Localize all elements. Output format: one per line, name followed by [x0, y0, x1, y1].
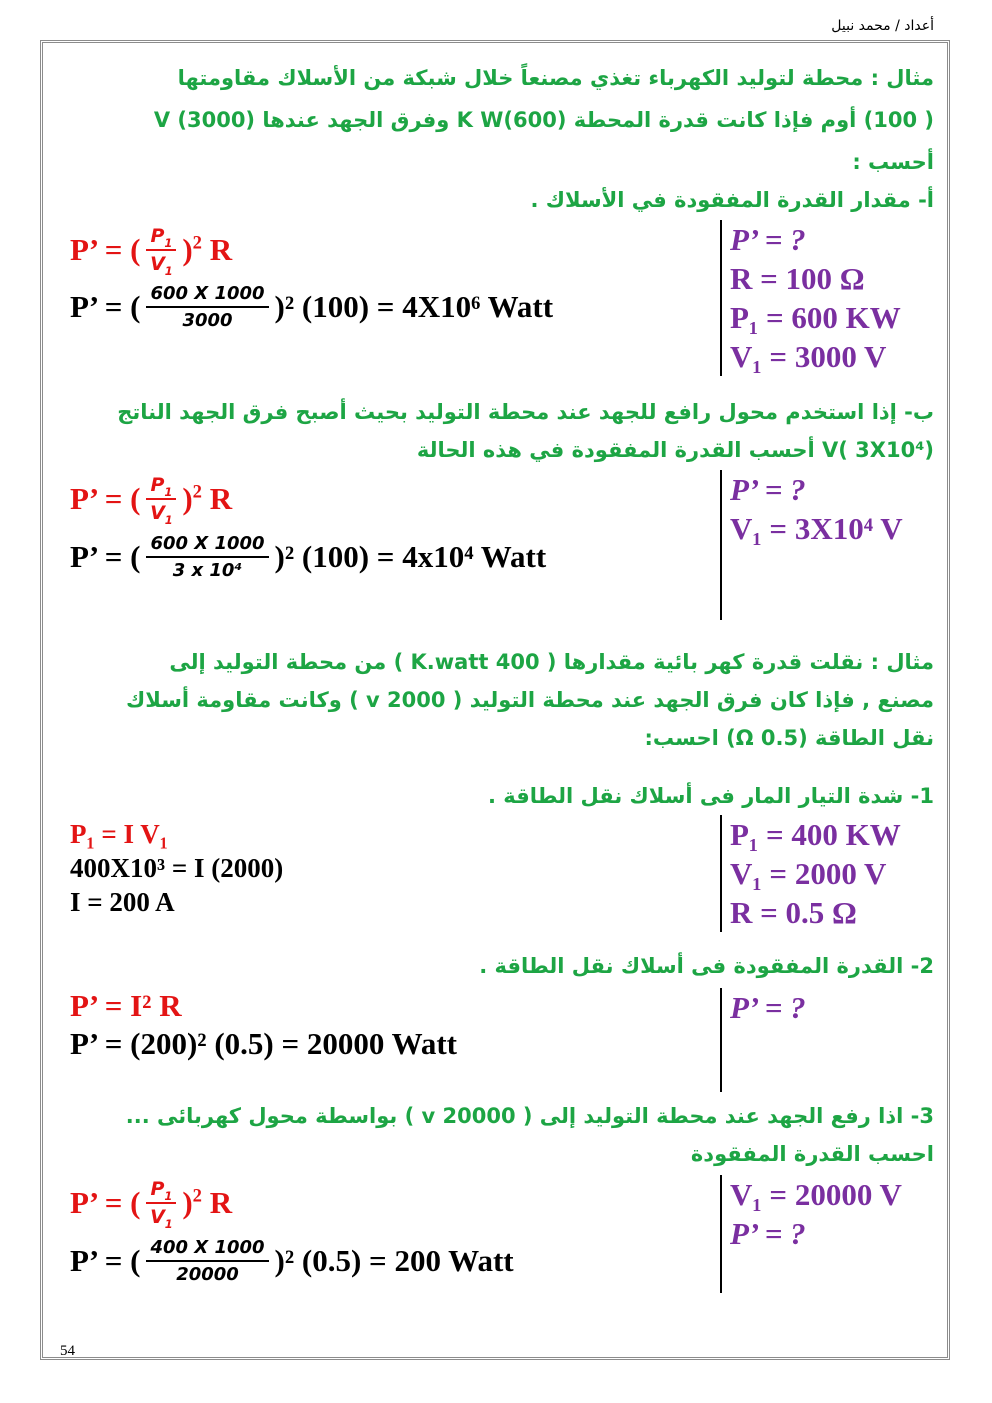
question1-given-values [720, 815, 901, 932]
fraction-p1-v1: $\frac{P_1}{V_1}$ [146, 1178, 176, 1228]
part-b-given-values [720, 470, 903, 620]
example1-part-b-line2: V( 3X10⁴) أحسب القدرة المفقودة في هذه الحالة [416, 438, 934, 462]
question3-formula: P’ = ( $\frac{P_1}{V_1}$ )$^2$ R [70, 1178, 233, 1231]
given-v1: V₁ = 2000 V [730, 856, 887, 891]
fraction-p1-v1: $\frac{P_1}{V_1}$ [146, 225, 176, 275]
given-p-prime: P’ = ? [730, 472, 806, 507]
question2-result: P’ = (200)² (0.5) = 20000 Watt [70, 1026, 458, 1061]
given-v1: V₁ = 3000 V [730, 339, 887, 374]
solution-line2: 400X10³ = I (2000) [70, 853, 284, 883]
part-a-fraction: $\frac{600 X 1000}{3000}$ [146, 283, 268, 331]
question2-given-values [720, 988, 806, 1092]
example2-question1: 1- شدة التيار المار فى أسلاك نقل الطاقة . [487, 784, 934, 808]
example1-part-a-question: أ- مقدار القدرة المفقودة في الأسلاك . [530, 188, 934, 212]
example1-problem-line2: ( 100) أوم فإذا كانت قدرة المحطة (600)K W وفرق الجهد عندها V (3000) [153, 108, 934, 132]
question1-solution [70, 817, 283, 919]
part-a-formula: P’ = ( $\frac{P_1}{V_1}$ )$^2$ R [70, 225, 233, 278]
example2-question3-line1: 3- اذا رفع الجهد عند محطة التوليد إلى ( 20000 v ) بواسطة محول كهربائى ... [125, 1104, 934, 1128]
example1-problem-line3: أحسب : [852, 150, 934, 174]
given-p-prime: P’ = ? [730, 990, 806, 1025]
part-b-formula: P’ = ( $\frac{P_1}{V_1}$ )$^2$ R [70, 474, 233, 527]
example1-problem-line1: مثال : محطة لتوليد الكهرباء تغذي مصنعاً خلال شبكة من الأسلاك مقاومتها [177, 66, 934, 90]
part-a-result: P’ = ( $\frac{600 X 1000}{3000}$ )² (100) = 4X10⁶ Watt [70, 283, 554, 331]
given-p-prime: P’ = ? [730, 1216, 806, 1251]
given-r: R = 0.5 Ω [730, 895, 857, 930]
example2-problem-line1: مثال : نقلت قدرة كهر بائية مقدارها ( 400 K.watt ) من محطة التوليد إلى [169, 650, 934, 674]
question3-fraction: $\frac{400 X 1000}{20000}$ [146, 1237, 268, 1285]
part-b-fraction: $\frac{600 X 1000}{\text{3 x 10⁴}}$ [146, 533, 268, 581]
given-v1: V₁ = 20000 V [730, 1177, 902, 1212]
question2-formula: P’ = I² R [70, 988, 182, 1023]
example2-question2: 2- القدرة المفقودة فى أسلاك نقل الطاقة . [479, 954, 934, 978]
example2-problem-line3: نقل الطاقة (Ω 0.5) احسب: [644, 726, 934, 750]
part-a-given-values [720, 220, 901, 376]
given-p-prime: P’ = ? [730, 222, 806, 257]
given-r: R = 100 Ω [730, 261, 865, 296]
solution-line3: I = 200 A [70, 887, 175, 917]
fraction-p1-v1: $\frac{P_1}{V_1}$ [146, 474, 176, 524]
example1-part-b-line1: ب- إذا استخدم محول رافع للجهد عند محطة التوليد بحيث أصبح فرق الجهد الناتج [117, 400, 934, 424]
page-number: 54 [60, 1343, 75, 1359]
given-v1: V₁ = 3X10⁴ V [730, 511, 903, 546]
example2-problem-line2: مصنع , فإذا كان فرق الجهد عند محطة التوليد ( 2000 v ) وكانت مقاومة أسلاك [126, 688, 934, 712]
solution-line1: P₁ = I V₁ [70, 819, 168, 849]
example2-question3-line2: احسب القدرة المفقودة [690, 1142, 934, 1166]
part-b-result: P’ = ( $\frac{600 X 1000}{\text{3 x 10⁴}}$ )² (100) = 4x10⁴ Watt [70, 533, 547, 581]
given-p1: P₁ = 400 KW [730, 817, 901, 852]
given-p1: P₁ = 600 KW [730, 300, 901, 335]
question3-result: P’ = ( $\frac{400 X 1000}{20000}$ )² (0.5) = 200 Watt [70, 1237, 514, 1285]
author-credit: أعداد / محمد نبيل [831, 18, 934, 34]
question3-given-values [720, 1175, 902, 1293]
